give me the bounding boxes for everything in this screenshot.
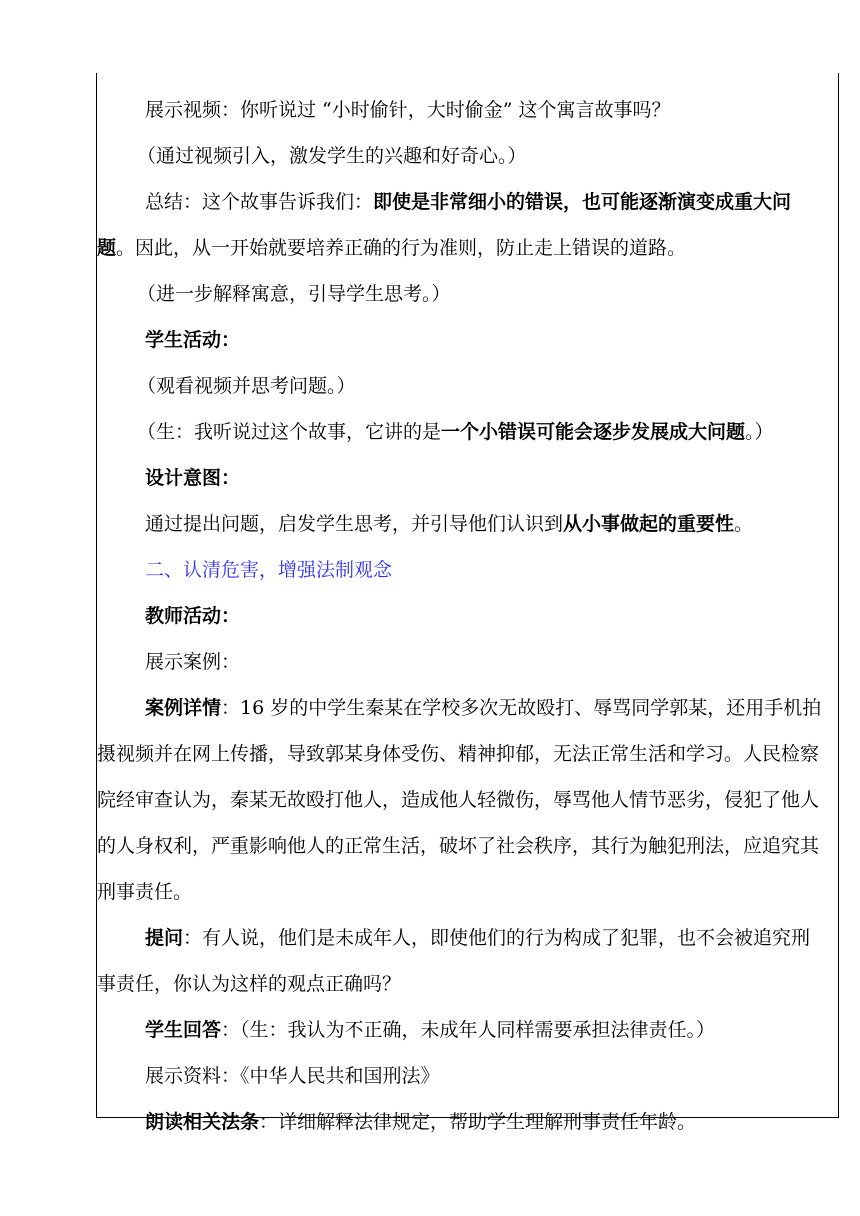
text-run: 展示视频：你听说过 “小时偷针，大时偷金” 这个寓言故事吗？ [145,99,671,121]
text-run: （观看视频并思考问题。） [137,375,356,397]
text-run: 。 [734,513,754,535]
table-cell-frame [96,73,839,1133]
text-run: 展示资料：《中华人民共和国刑法》 [145,1065,440,1087]
text-run: 总结：这个故事告诉我们： [145,191,374,213]
paragraph-design-text [97,501,828,547]
paragraph-show-case [97,639,828,685]
paragraph-student-activity-heading [97,317,828,363]
paragraph-teacher-activity-heading [97,593,828,639]
paragraph-list [97,87,828,1145]
bold-text: 案例详情 [145,697,222,719]
paragraph-student-activity-2 [97,409,828,455]
text-run: 。因此，从一开始就要培养正确的行为准则，防止走上错误的道路。 [116,237,687,259]
paragraph-student-answer [97,1007,828,1053]
text-run: 。） [745,421,774,443]
text-run: 通过提出问题，启发学生思考，并引导他们认识到 [145,513,564,535]
paragraph-design-heading [97,455,828,501]
paragraph-question [97,915,828,1007]
bold-text: 即使是非常细小的错误，也可能逐渐演变成重大问题 [97,191,792,259]
paragraph-read-law [97,1099,828,1145]
text-run: ：有人说，他们是未成年人，即使他们的行为构成了犯罪，也不会被追究刑事责任，你认为这样的观点正确吗？ [97,927,811,995]
bold-text: 教师活动： [145,605,241,627]
paragraph-summary-note [97,271,828,317]
document-content [97,73,840,1145]
paragraph-section-2-title [97,547,828,593]
paragraph-student-activity-1 [97,363,828,409]
text-run: （生：我听说过这个故事，它讲的是 [137,421,442,443]
text-run: ：（生：我认为不正确，未成年人同样需要承担法律责任。） [221,1019,716,1041]
paragraph-video [97,87,828,133]
paragraph-show-material [97,1053,828,1099]
text-run: 展示案例： [145,651,241,673]
paragraph-summary [97,179,828,271]
bold-text: 一个小错误可能会逐步发展成大问题 [441,421,746,443]
paragraph-case-detail [97,685,828,915]
text-run: （通过视频引入，激发学生的兴趣和好奇心。） [137,145,527,167]
bold-text: 设计意图： [145,467,241,489]
bold-text: 提问 [145,927,184,949]
text-run: 二、认清危害，增强法制观念 [145,559,393,581]
paragraph-video-note [97,133,828,179]
bold-text: 从小事做起的重要性 [563,513,735,535]
bold-text: 学生回答 [145,1019,222,1041]
text-run: ：详细解释法律规定，帮助学生理解刑事责任年龄。 [259,1111,697,1133]
text-run: ：16 岁的中学生秦某在学校多次无故殴打、辱骂同学郭某，还用手机拍摄视频并在网上传播，导致郭某身体受伤、精神抑郁，无法正常生活和学习。人民检察院经审查认为，秦某无故殴打他人，造成他人轻微伤，辱骂他人情节恶劣，侵犯了他人的人身权利，严重影响他人的正常生活，破坏了社会秩序，其行为触犯刑法，应追究其刑事责任。 [97,697,822,903]
text-run: （进一步解释寓意，引导学生思考。） [137,283,451,305]
bold-text: 朗读相关法条 [145,1111,260,1133]
bold-text: 学生活动： [145,329,241,351]
